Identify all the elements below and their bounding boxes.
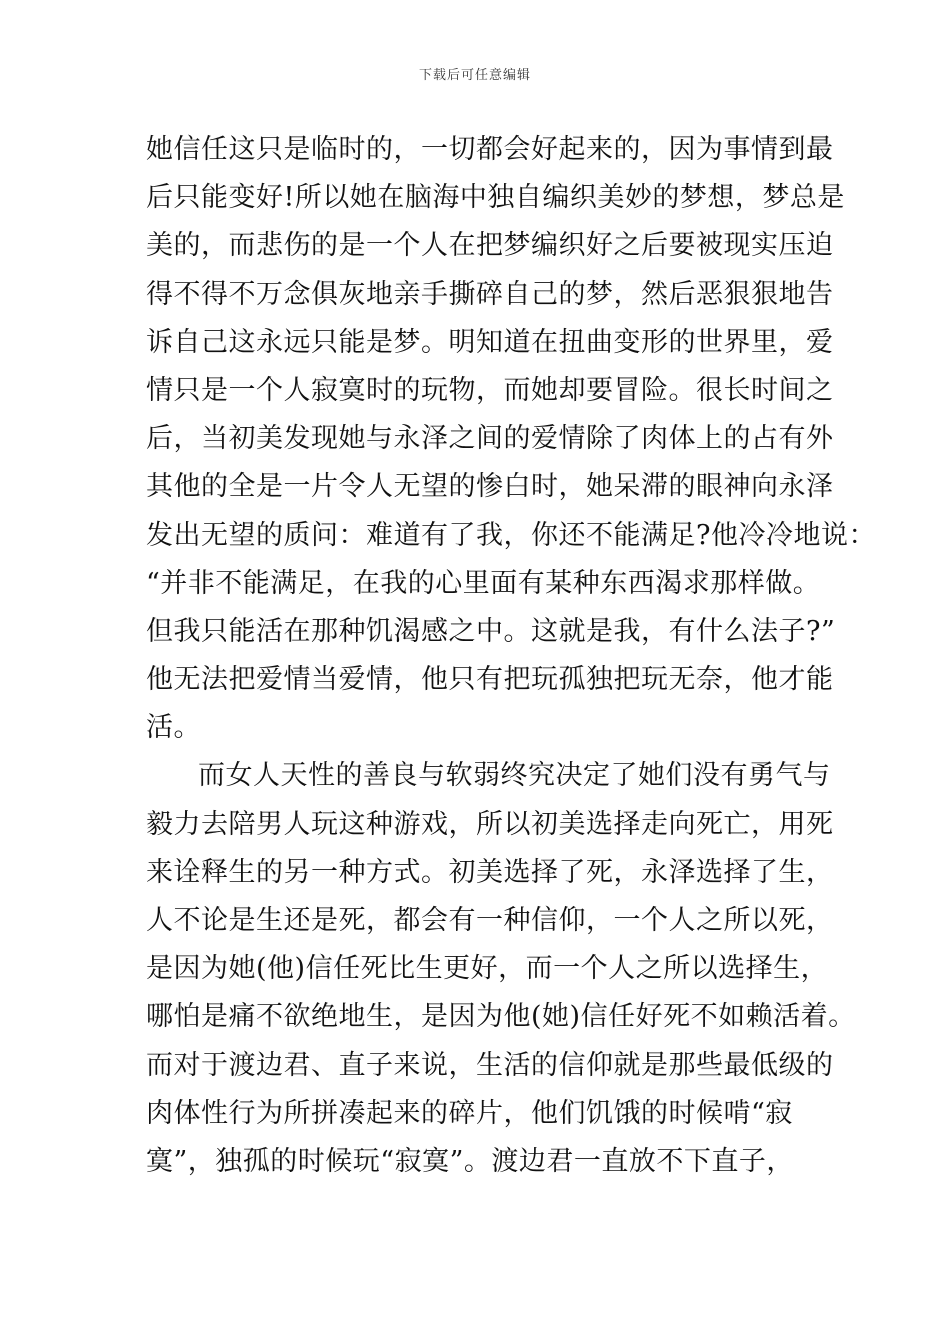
text-line: 但我只能活在那种饥渴感之中。这就是我，有什么法子?” — [146, 615, 836, 647]
text-line: 她信任这只是临时的，一切都会好起来的，因为事情到最 — [146, 134, 834, 165]
text-line: “并非不能满足，在我的心里面有某种东西渴求那样做。 — [146, 567, 821, 599]
text-line: 发出无望的质问：难道有了我，你还不能满足?他冷冷地说： — [146, 519, 876, 551]
text-line: 后只能变好!所以她在脑海中独自编织美妙的梦想，梦总是 — [146, 182, 845, 214]
text-line: 而对于渡边君、直子来说，生活的信仰就是那些最低级的 — [146, 1049, 834, 1081]
page-header: 下载后可任意编辑 — [418, 68, 531, 83]
text-line: 毅力去陪男人玩这种游戏，所以初美选择走向死亡，用死 — [146, 808, 834, 840]
text-line: 情只是一个人寂寞时的玩物，而她却要冒险。很长时间之 — [146, 374, 834, 406]
text-line: 人不论是生还是死，都会有一种信仰，一个人之所以死， — [146, 905, 834, 936]
text-line: 其他的全是一片令人无望的惨白时，她呆滞的眼神向永泽 — [146, 471, 834, 503]
text-line: 哪怕是痛不欲绝地生，是因为他(她)信任好死不如赖活着。 — [146, 1001, 856, 1033]
text-line: 他无法把爱情当爱情，他只有把玩孤独把玩无奈，他才能 — [146, 664, 834, 696]
body-text — [146, 126, 876, 1186]
text-line: 是因为她(他)信任死比生更好，而一个人之所以选择生， — [146, 953, 829, 985]
text-line: 诉自己这永远只能是梦。明知道在扭曲变形的世界里，爱 — [146, 326, 834, 358]
text-line: 活。 — [146, 712, 201, 744]
text-line: 美的，而悲伤的是一个人在把梦编织好之后要被现实压迫 — [146, 230, 834, 262]
text-line: 来诠释生的另一种方式。初美选择了死，永泽选择了生， — [146, 856, 834, 888]
text-line: 后，当初美发现她与永泽之间的爱情除了肉体上的占有外 — [146, 423, 834, 455]
text-line: 得不得不万念俱灰地亲手撕碎自己的梦，然后恶狠狠地告 — [146, 278, 834, 310]
text-line: 寞”，独孤的时候玩“寂寞”。渡边君一直放不下直子， — [146, 1145, 794, 1177]
text-line: 而女人天性的善良与软弱终究决定了她们没有勇气与 — [198, 760, 831, 792]
text-line: 肉体性行为所拼凑起来的碎片，他们饥饿的时候啃“寂 — [146, 1097, 793, 1129]
